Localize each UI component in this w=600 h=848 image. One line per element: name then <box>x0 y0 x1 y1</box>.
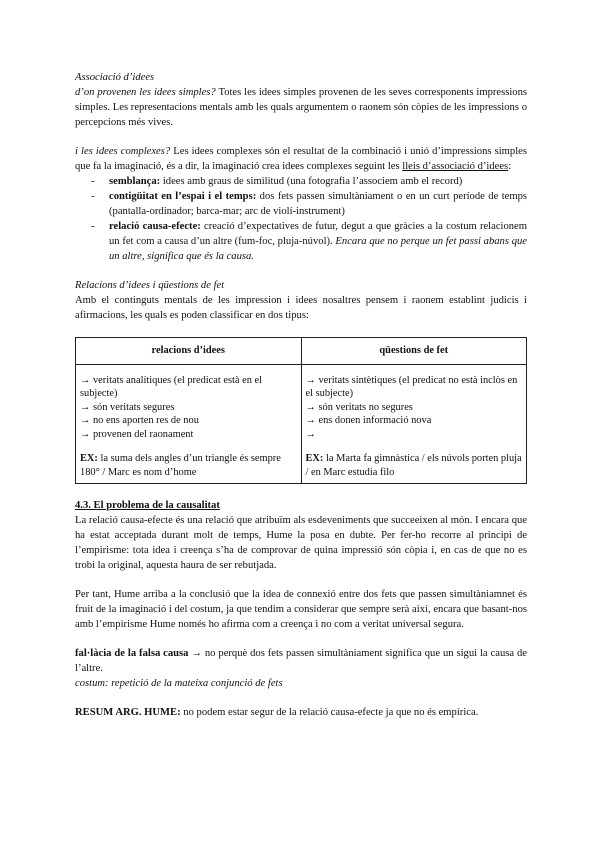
cell-line: → <box>305 428 316 440</box>
example-line <box>80 452 297 479</box>
question-simple-ideas: d’on provenen les idees simples? <box>75 87 216 98</box>
list-item <box>109 189 527 219</box>
document-page <box>75 70 527 720</box>
costum-definition: costum: repetició de la mateixa conjunció de fets <box>75 678 283 689</box>
paragraph-causality-2: Per tant, Hume arriba a la conclusió que la idea de connexió entre dos fets que passen simultàniamnet és fruit de la imaginació i del costum, ja que tendim a considerar que sempre serà així, encara que basant-nos amb l’empirisme Hume només ho afirma com a creença i no com a veritat universal segura. <box>75 589 527 630</box>
laws-link: lleis d’associació d’idees <box>402 161 509 172</box>
law-term: semblança: <box>109 176 161 187</box>
table-cell-relacions <box>76 364 302 484</box>
table-row <box>76 364 527 484</box>
law-text: creació d’expectatives de futur, degut a que gràcies a la costum relacionem un fet com a causa d’un altre (fum-foc, pluja-núvol). <box>109 221 528 247</box>
cell-line: → veritats sintètiques (el predicat no està inclòs en el subjecte) <box>305 374 518 399</box>
cell-line: → ens donen informació nova <box>305 415 432 426</box>
fallacy-label: fal·làcia de la falsa causa <box>75 648 189 659</box>
paragraph-summary <box>75 705 527 720</box>
cell-line: → no ens aporten res de nou <box>80 415 199 426</box>
example-label: EX: <box>80 453 98 464</box>
laws-list <box>75 174 527 264</box>
paragraph-fallacy <box>75 646 527 676</box>
answer-complex-ideas: Les idees complexes són el resultat de la combinació i unió d’impressions simples que fa la imaginació, és a dir, la imaginació crea idees complexes seguint les <box>75 146 527 172</box>
comparison-table <box>75 337 527 484</box>
example-text: la Marta fa gimnàstica / els núvols porten pluja / en Marc estudia filo <box>305 453 522 478</box>
cell-line: → provenen del raonament <box>80 428 194 440</box>
summary-label: RESUM ARG. HUME: <box>75 707 181 718</box>
colon: : <box>508 161 512 172</box>
list-item <box>109 219 527 264</box>
law-text: idees amb graus de similitud (una fotografia l’associem amb el record) <box>160 176 463 187</box>
section-title-causalitat: 4.3. El problema de la causalitat <box>75 500 220 511</box>
question-complex-ideas: i les idees complexes? <box>75 146 171 157</box>
section-title-relacions: Relacions d’idees i qüestions de fet <box>75 280 225 291</box>
column-header-questions: qüestions de fet <box>301 338 527 365</box>
cell-line: → veritats analítiques (el predicat està en el subjecte) <box>80 374 263 399</box>
law-text: dos fets passen simultàniament o en un curt període de temps (pantalla-ordinador; barca-mar; arc de violí-instrument) <box>109 191 528 217</box>
section-title-associacio: Associació d’idees <box>75 72 155 83</box>
paragraph-complex-ideas <box>75 144 527 174</box>
paragraph-causality-1: La relació causa-efecte és una relació que atribuïm als esdeveniments que succeeixen al món. I encara que ha estat acceptada durant molt de temps, Hume la posa en dubte. Per fer-ho recorre al principi de l’empirisme: tota idea i creença s’ha de comprovar de quina impressió són còpia i, en cas de que no es trobi la original, aquesta haura de ser rebutjada. <box>75 515 527 571</box>
example-text: la suma dels angles d’un triangle és sempre 180° / Marc es nom d’home <box>80 453 281 478</box>
law-term: contigüitat en l’espai i el temps: <box>109 191 257 202</box>
summary-text: no podem estar segur de la relació causa-efecte ja que no és empírica. <box>180 707 479 718</box>
cell-line: → són veritats no segures <box>305 401 413 413</box>
column-header-relacions: relacions d’idees <box>76 338 302 365</box>
cell-line: → són veritats segures <box>80 401 175 413</box>
fallacy-text: → no perquè dos fets passen simultàniament significa que un sigui la causa de l’altre. <box>75 648 527 674</box>
list-item <box>109 174 527 189</box>
law-term: relació causa-efecte: <box>109 221 201 232</box>
example-line <box>306 452 523 479</box>
answer-simple-ideas: Totes les idees simples provenen de les seves corresponents impressions simples. Les representacions mentals amb les quals argumentem o raonem són còpies de les impressions o percepcions més vives. <box>75 87 527 128</box>
table-cell-questions <box>301 364 527 484</box>
paragraph-relations-intro: Amb el continguts mentals de les impression i idees nosaltres pensem i raonem establint judicis i afirmacions, les quals es poden classificar en dos tipus: <box>75 295 527 321</box>
table-header-row <box>76 338 527 365</box>
paragraph-simple-ideas <box>75 85 527 130</box>
law-note: Encara que no perque un fet passi abans que un altre, significa que és la causa. <box>109 236 527 262</box>
example-label: EX: <box>305 453 324 464</box>
